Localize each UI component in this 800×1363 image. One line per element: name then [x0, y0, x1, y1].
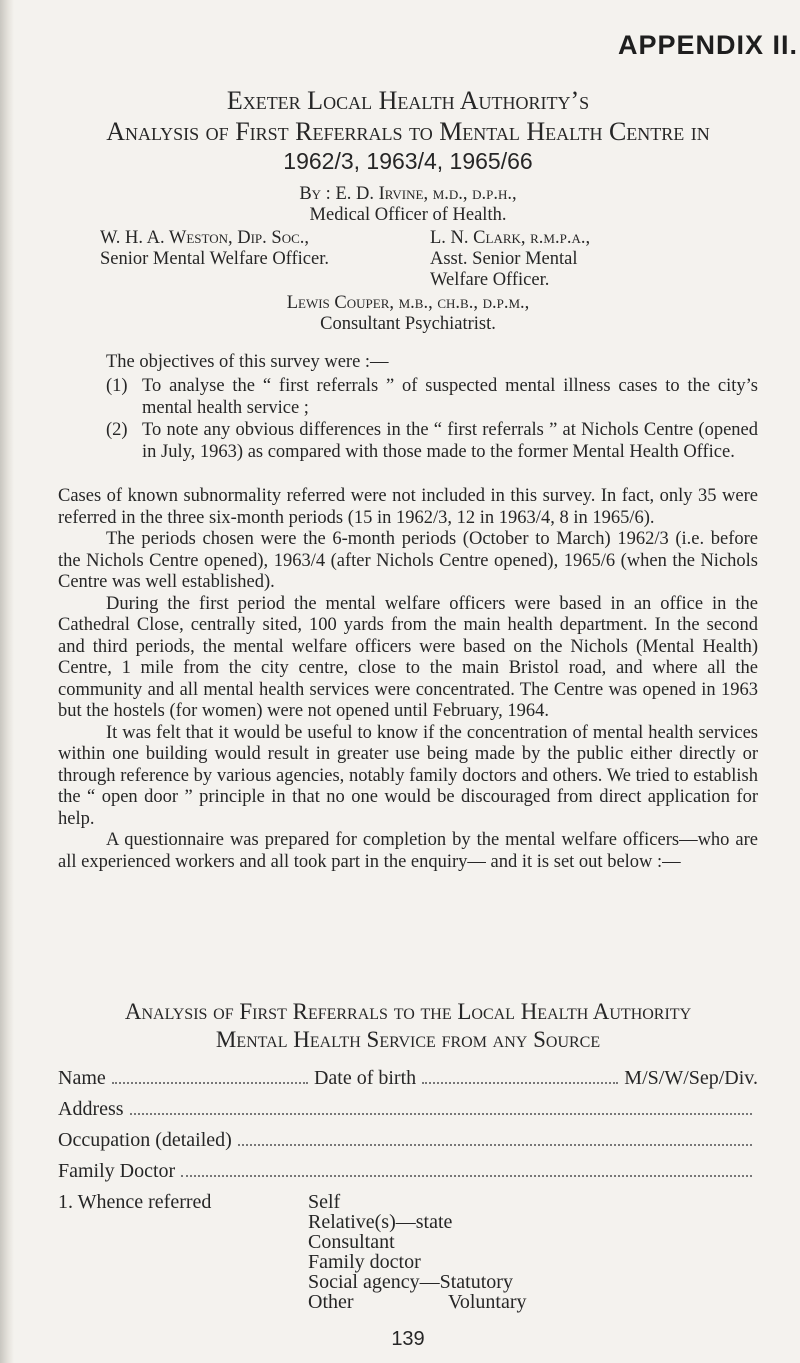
paragraph-questionnaire: A questionnaire was prepared for completion by the mental welfare officers—who are all experienced workers and all took part in the enquiry— and it is set out below :—: [58, 830, 758, 872]
document-title-line2: Analysis of First Referrals to Mental Health Centre in: [106, 117, 710, 146]
dob-label: Date of birth: [313, 1067, 417, 1089]
referral-option-other: Other: [308, 1291, 354, 1313]
page-number: 139: [391, 1328, 425, 1350]
form-row-name: [58, 1066, 758, 1090]
form-row-occupation: [58, 1128, 758, 1152]
objective-1: To analyse the “ first referrals ” of suspected mental illness cases to the city’s mental health service ;: [142, 376, 758, 418]
occupation-field[interactable]: [238, 1144, 752, 1146]
appendix-label: APPENDIX II.: [617, 30, 798, 60]
author-irvine-role: Medical Officer of Health.: [309, 205, 507, 225]
author-clark: L. N. Clark, r.m.p.a.,: [430, 228, 591, 248]
form-row-address: [58, 1097, 758, 1121]
author-irvine: By : E. D. Irvine, m.d., d.p.h.,: [299, 184, 517, 204]
paragraph-subnormality: Cases of known subnormality referred were not included in this survey. In fact, only 35 were referred in the three six-month periods (15 in 1962/3, 12 in 1963/4, 8 in 1965/6).: [58, 486, 758, 528]
family-doctor-label: Family Doctor: [58, 1160, 176, 1182]
objective-2: To note any obvious differences in the “ first referrals ” at Nichols Centre (opened in July, 1963) as compared with those made to the former Mental Health Office.: [142, 420, 758, 462]
referral-option-social-statutory: Social agency—Statutory: [308, 1271, 513, 1293]
referral-option-relative: Relative(s)—state: [308, 1211, 453, 1233]
form-heading-line1: Analysis of First Referrals to the Local Health Authority: [124, 999, 692, 1024]
author-clark-role-line1: Asst. Senior Mental: [430, 249, 578, 269]
marital-status-label: M/S/W/Sep/Div.: [624, 1067, 759, 1089]
author-couper-role: Consultant Psychiatrist.: [320, 314, 496, 334]
objective-1-number: (1): [106, 376, 128, 396]
occupation-label: Occupation (detailed): [58, 1129, 232, 1151]
document-title-line1: Exeter Local Health Authority’s: [226, 86, 590, 115]
referral-option-self: Self: [308, 1191, 341, 1213]
form-row-family-doctor: [58, 1159, 758, 1183]
author-couper: Lewis Couper, m.b., ch.b., d.p.m.,: [286, 293, 530, 313]
whence-referred-label: 1. Whence referred: [58, 1191, 212, 1213]
objectives-intro: The objectives of this survey were :—: [106, 352, 389, 372]
referral-option-voluntary: Voluntary: [448, 1291, 527, 1313]
name-field[interactable]: [112, 1082, 308, 1084]
family-doctor-field[interactable]: [181, 1175, 752, 1177]
body-text: [58, 486, 758, 873]
address-label: Address: [58, 1098, 124, 1120]
dob-field[interactable]: [422, 1082, 618, 1084]
author-weston-role: Senior Mental Welfare Officer.: [100, 249, 329, 269]
objective-2-number: (2): [106, 420, 128, 440]
page-binding-edge: [0, 0, 14, 1363]
address-field[interactable]: [130, 1113, 752, 1115]
paragraph-periods: The periods chosen were the 6-month periods (October to March) 1962/3 (i.e. before the Nichols Centre opened), 1963/4 (after Nichols Centre opened), 1965/6 (when the Nichols Centre was well established).: [58, 529, 758, 592]
paragraph-office-location: During the first period the mental welfare officers were based in an office in the Cathedral Close, centrally sited, 100 yards from the main health department. In the second and third periods, the mental welfare officers were based on the Nichols (Mental Health) Centre, 1 mile from the city centre, close to the main Bristol road, and where all the community and all mental health services were concentrated. The Centre was opened in 1963 but the hostels (for women) were not opened until February, 1964.: [58, 593, 758, 721]
referral-option-consultant: Consultant: [308, 1231, 395, 1253]
document-title-years: 1962/3, 1963/4, 1965/66: [283, 148, 533, 174]
name-label: Name: [58, 1067, 106, 1089]
form-heading-line2: Mental Health Service from any Source: [215, 1027, 601, 1052]
author-weston: W. H. A. Weston, Dip. Soc.,: [100, 228, 310, 248]
author-clark-role-line2: Welfare Officer.: [430, 270, 550, 290]
paragraph-concentration: It was felt that it would be useful to know if the concentration of mental health services within one building would result in greater use being made by the public either directly or through reference by various agencies, notably family doctors and others. We tried to establish the “ open door ” principle in that no one would be discouraged from direct application for help.: [58, 722, 758, 829]
referral-option-family-doctor: Family doctor: [308, 1251, 421, 1273]
